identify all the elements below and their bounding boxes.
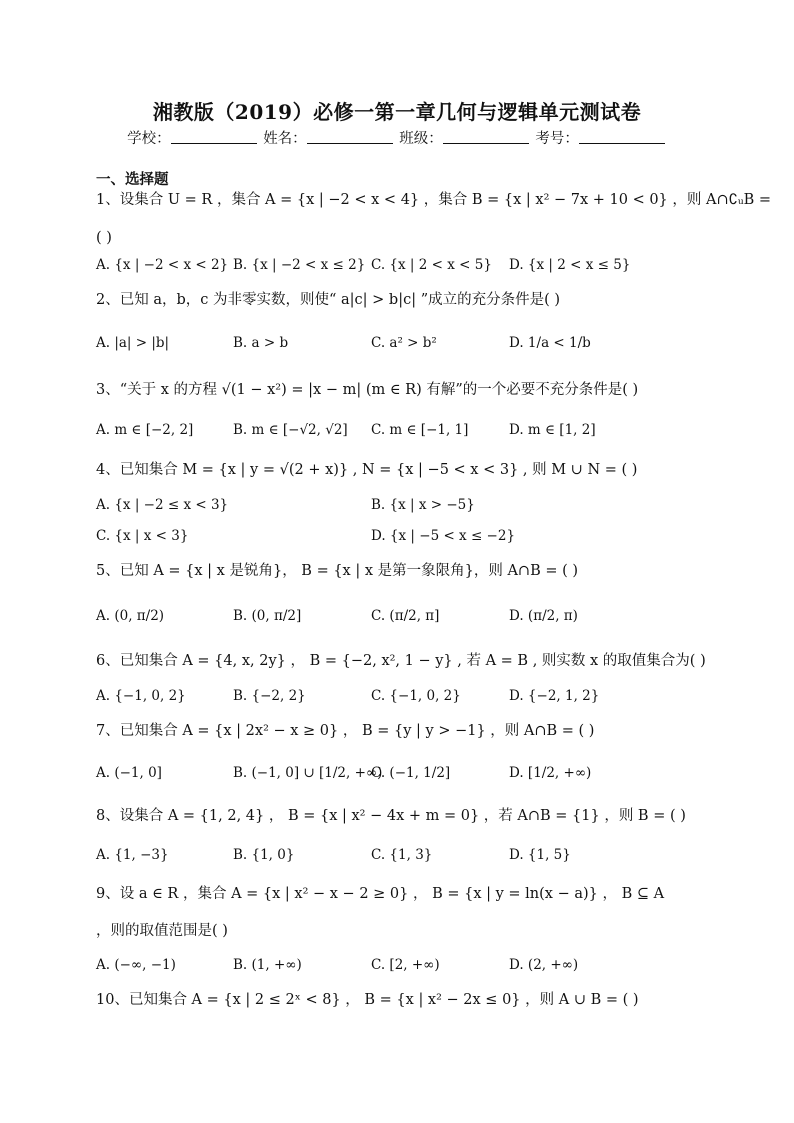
question-9-option-c[interactable]: C. [2, +∞) [371,957,440,973]
question-3-stem: 3、“关于 x 的方程 √(1 − x²) = |x − m| (m ∈ R) 有解”的一个必要不充分条件是( ) [96,382,639,398]
section-heading: 一、选择题 [96,171,169,188]
name-blank[interactable] [307,129,393,144]
question-1-option-c[interactable]: C. {x | 2 < x < 5} [371,257,492,273]
question-1-stem-cont: ( ) [96,230,112,246]
question-3-option-b[interactable]: B. m ∈ [−√2, √2] [233,422,348,438]
question-8-option-b[interactable]: B. {1, 0} [233,847,295,863]
question-3-option-c[interactable]: C. m ∈ [−1, 1] [371,422,469,438]
question-8-stem: 8、设集合 A = {1, 2, 4} ， B = {x | x² − 4x + m = 0} ，若 A∩B = {1} ，则 B = ( ) [96,808,686,824]
question-2-option-c[interactable]: C. a² > b² [371,335,437,351]
question-9-option-b[interactable]: B. (1, +∞) [233,957,302,973]
question-6-option-b[interactable]: B. {−2, 2} [233,688,306,704]
question-7-option-c[interactable]: C. (−1, 1/2] [371,765,451,781]
question-2-stem: 2、已知 a，b，c 为非零实数，则使“ a|c| > b|c| ”成立的充分条件是( ) [96,292,561,308]
question-6-option-c[interactable]: C. {−1, 0, 2} [371,688,461,704]
question-3-option-a[interactable]: A. m ∈ [−2, 2] [96,422,194,438]
school-label: 学校： [127,131,171,147]
question-7-stem: 7、已知集合 A = {x | 2x² − x ≥ 0} ， B = {y | y > −1} ，则 A∩B = ( ) [96,723,595,739]
question-8-option-a[interactable]: A. {1, −3} [96,847,169,863]
question-3-option-d[interactable]: D. m ∈ [1, 2] [509,422,596,438]
class-blank[interactable] [443,129,529,144]
question-4-stem: 4、已知集合 M = {x | y = √(2 + x)} , N = {x | −5 < x < 3} , 则 M ∪ N = ( ) [96,462,638,478]
exam-number-label: 考号： [535,131,579,147]
question-5-option-b[interactable]: B. (0, π/2] [233,608,302,624]
question-4-option-a[interactable]: A. {x | −2 ≤ x < 3} [96,497,229,513]
question-7-option-a[interactable]: A. (−1, 0] [96,765,162,781]
question-1-option-b[interactable]: B. {x | −2 < x ≤ 2} [233,257,366,273]
question-5-stem: 5、已知 A = {x | x 是锐角}， B = {x | x 是第一象限角}，则 A∩B = ( ) [96,563,579,579]
question-5-option-c[interactable]: C. (π/2, π] [371,608,440,624]
question-6-stem: 6、已知集合 A = {4, x, 2y} ， B = {−2, x², 1 − y} , 若 A = B , 则实数 x 的取值集合为( ) [96,653,706,669]
name-label: 姓名： [263,131,307,147]
question-9-stem: 9、设 a ∈ R ，集合 A = {x | x² − x − 2 ≥ 0} ， B = {x | y = ln(x − a)} ， B ⊆ A [96,886,665,902]
question-10-stem: 10、已知集合 A = {x | 2 ≤ 2ˣ < 8} ， B = {x | x² − 2x ≤ 0} ，则 A ∪ B = ( ) [96,992,639,1008]
school-blank[interactable] [171,129,257,144]
question-4-option-d[interactable]: D. {x | −5 < x ≤ −2} [371,528,516,544]
exam-number-blank[interactable] [579,129,665,144]
question-2-option-a[interactable]: A. |a| > |b| [96,335,170,351]
question-5-option-a[interactable]: A. (0, π/2) [96,608,165,624]
question-7-option-b[interactable]: B. (−1, 0] ∪ [1/2, +∞) [233,765,383,781]
question-7-option-d[interactable]: D. [1/2, +∞) [509,765,592,781]
class-label: 班级： [399,131,443,147]
question-1-stem: 1、设集合 U = R ，集合 A = {x | −2 < x < 4} ，集合 B = {x | x² − 7x + 10 < 0} ，则 A∩∁ᵤB = [96,192,772,208]
question-6-option-a[interactable]: A. {−1, 0, 2} [96,688,186,704]
question-1-option-d[interactable]: D. {x | 2 < x ≤ 5} [509,257,631,273]
question-4-option-c[interactable]: C. {x | x < 3} [96,528,189,544]
question-9-option-d[interactable]: D. (2, +∞) [509,957,579,973]
page-title: 湘教版（2019）必修一第一章几何与逻辑单元测试卷 [152,100,642,124]
question-9-stem-cont: ，则的取值范围是( ) [96,923,228,939]
question-2-option-d[interactable]: D. 1/a < 1/b [509,335,591,351]
question-5-option-d[interactable]: D. (π/2, π) [509,608,578,624]
question-6-option-d[interactable]: D. {−2, 1, 2} [509,688,600,704]
question-1-option-a[interactable]: A. {x | −2 < x < 2} [96,257,229,273]
question-8-option-c[interactable]: C. {1, 3} [371,847,433,863]
student-info-row [0,127,794,148]
question-4-option-b[interactable]: B. {x | x > −5} [371,497,475,513]
question-8-option-d[interactable]: D. {1, 5} [509,847,571,863]
question-2-option-b[interactable]: B. a > b [233,335,289,351]
question-9-option-a[interactable]: A. (−∞, −1) [96,957,176,973]
